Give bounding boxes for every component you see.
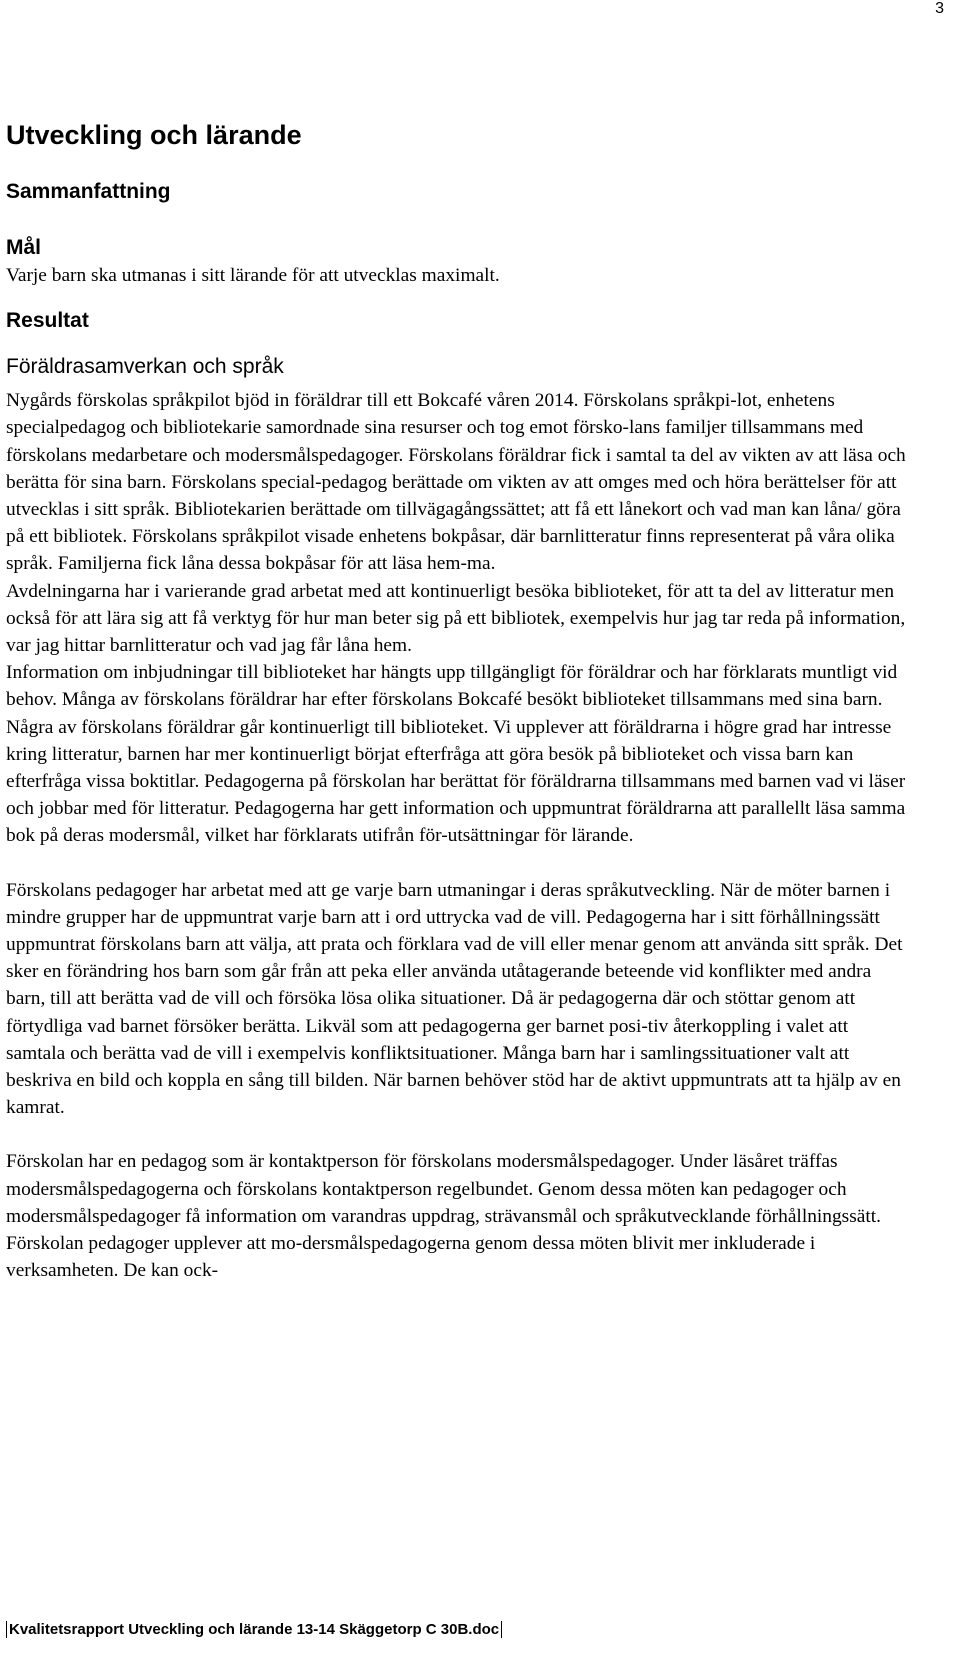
page-number: 3 <box>935 0 944 17</box>
paragraph-language-development: Förskolans pedagoger har arbetat med att ge varje barn utmaningar i deras språkutveckling. När de möter barnen i mindre grupper har de uppmuntrat varje barn att i ord uttrycka vad de vill. Pedagogerna har i sitt förhållningssätt uppmuntrat förskolans barn att välja, att prata och förklara vad de vill eller menar genom att använda sitt språk. Det sker en förändring hos barn som går från att peka eller använda utåtagerande beteende vid konflikter med andra barn, till att berätta vad de vill och försöka lösa olika situationer. Då är pedagogerna där och stöttar genom att förtydliga vad barnet försöker berätta. Likväl som att pedagogerna ger barnet posi-tiv återkoppling i valet att samtala och berätta vad de vill i exempelvis konfliktsituationer. Många barn har i samlingssituationer valt att beskriva en bild och koppla en sång till bilden. När barnen behöver stöd har de aktivt uppmuntrats att ta hjälp av en kamrat. <box>6 879 903 1119</box>
footer-filename: Kvalitetsrapport Utveckling och lärande 13-14 Skäggetorp C 30B.doc <box>6 1621 502 1638</box>
document-body <box>6 118 910 1285</box>
subsection-heading: Föräldrasamverkan och språk <box>6 355 284 379</box>
goal-text: Varje barn ska utmanas i sitt lärande för att utvecklas maximalt. <box>6 265 500 286</box>
paragraph-library-visits: Avdelningarna har i varierande grad arbetat med att kontinuerligt besöka biblioteket, för att ta del av litteratur men också för att lära sig att få verktyg för hur man beter sig på ett bibliotek, exempelvis hur jag tar reda på information, var jag hittar barnlitteratur och vad jag får låna hem. <box>6 580 906 657</box>
goal-heading: Mål <box>6 236 42 259</box>
summary-heading: Sammanfattning <box>6 180 171 203</box>
paragraph-parent-information: Information om inbjudningar till biblioteket har hängts upp tillgängligt för föräldrar och har förklarats muntligt vid behov. Många av förskolans föräldrar har efter förskolans Bokcafé besökt biblioteket tillsammans med sina barn. Några av förskolans föräldrar går kontinuerligt till biblioteket. Vi upplever att föräldrarna i högre grad har intresse kring litteratur, barnen har mer kontinuerligt börjat efterfråga att göra besök på biblioteket och vissa barn kan efterfråga vissa boktitlar. Pedagogerna på förskolan har berättat för föräldrarna tillsammans med barnen vad vi läser och jobbar med för litteratur. Pedagogerna har gett information och uppmuntrat föräldrarna att parallellt läsa samma bok på deras modersmål, vilket har förklarats utifrån för-utsättningar för lärande. <box>6 662 906 847</box>
paragraph-mother-tongue-teachers: Förskolan har en pedagog som är kontaktperson för förskolans modersmålspedagoger. Under läsåret träffas modersmålspedagogerna och förskolans kontaktperson regelbundet. Genom dessa möten kan pedagoger och modersmålspedagoger få information om varandras uppdrag, strävansmål och språkutvecklande förhållningssätt. Förskolan pedagoger upplever att mo-dersmålspedagogerna genom dessa möten blivit mer inkluderade i verksamheten. De kan ock- <box>6 1151 882 1282</box>
section-title: Utveckling och lärande <box>6 120 302 150</box>
paragraph-bokcafe: Nygårds förskolas språkpilot bjöd in föräldrar till ett Bokcafé våren 2014. Förskolans språkpi-lot, enhetens specialpedagog och bibliotekarie samordnade sina resurser och tog emot försko-lans familjer tillsammans med förskolans medarbetare och modersmålspedagoger. Förskolans föräldrar fick i samtal ta del av vikten av att läsa och berätta för sina barn. Förskolans special-pedagog berättade om vikten av att omges med och höra berättelser för att utvecklas i sitt språk. Bibliotekarien berättade om tillvägagångssättet; att få ett lånekort och vad man kan låna/ göra på ett bibliotek. Förskolans språkpilot visade enhetens bokpåsar, där barnlitteratur finns representerat på våra olika språk. Familjerna fick låna dessa bokpåsar för att läsa hem-ma. <box>6 390 906 575</box>
result-heading: Resultat <box>6 309 89 333</box>
